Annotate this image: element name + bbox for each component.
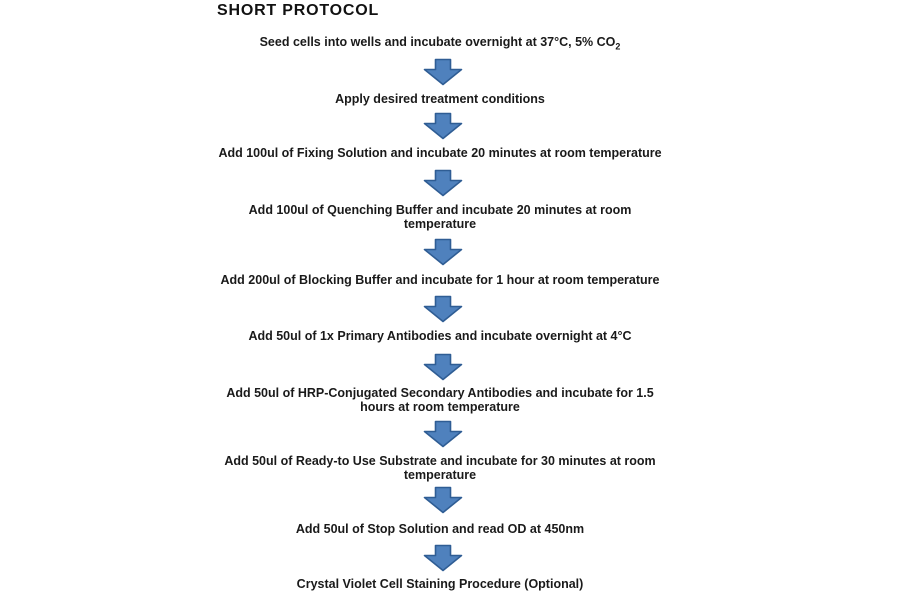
down-arrow-icon: [423, 486, 463, 514]
step-text-line2: temperature: [403, 468, 477, 482]
down-arrow-icon: [423, 58, 463, 86]
step-fixing-solution: Add 100ul of Fixing Solution and incubate 20 minutes at room temperature: [218, 146, 662, 160]
step-text-line1: Add 50ul of HRP-Conjugated Secondary Antibodies and incubate for 1.5: [226, 386, 654, 400]
step-primary-antibodies: Add 50ul of 1x Primary Antibodies and incubate overnight at 4°C: [248, 329, 632, 343]
down-arrow-icon: [423, 112, 463, 140]
step-stop-solution: Add 50ul of Stop Solution and read OD at 450nm: [295, 522, 585, 536]
down-arrow-icon: [423, 353, 463, 381]
step-text-line1: Add 50ul of Ready-to Use Substrate and incubate for 30 minutes at room: [224, 454, 656, 468]
step-text-line2: hours at room temperature: [360, 400, 520, 414]
step-substrate: [90, 454, 790, 482]
step-text-line2: temperature: [403, 217, 477, 231]
step-text-line1: Add 100ul of Quenching Buffer and incubate 20 minutes at room: [248, 203, 632, 217]
subscript-2: 2: [615, 41, 621, 52]
down-arrow-icon: [423, 420, 463, 448]
page-title: SHORT PROTOCOL: [217, 2, 380, 19]
step-blocking-buffer: Add 200ul of Blocking Buffer and incubate for 1 hour at room temperature: [220, 273, 660, 287]
down-arrow-icon: [423, 295, 463, 323]
down-arrow-icon: [423, 544, 463, 572]
step-quenching-buffer: [90, 203, 790, 231]
step-apply-treatment: Apply desired treatment conditions: [335, 92, 545, 106]
down-arrow-icon: [423, 169, 463, 197]
step-text: Seed cells into wells and incubate overnight at 37°C, 5% CO: [259, 35, 616, 49]
step-secondary-antibodies: [90, 386, 790, 414]
step-seed-cells: [90, 35, 790, 52]
down-arrow-icon: [423, 238, 463, 266]
step-crystal-violet: Crystal Violet Cell Staining Procedure (Optional): [296, 577, 584, 591]
